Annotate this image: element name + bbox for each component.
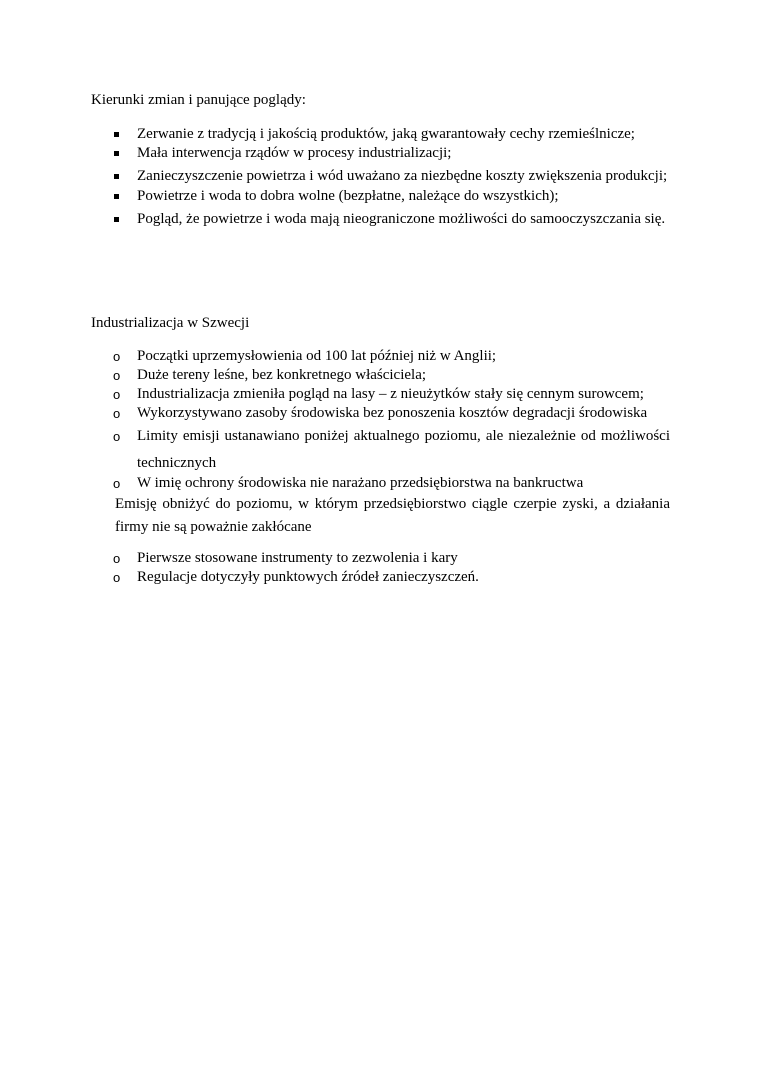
list-item-text: Regulacje dotyczyły punktowych źródeł zanieczyszczeń. — [137, 569, 479, 585]
list-item — [110, 206, 670, 233]
list-item-text: Powietrze i woda to dobra wolne (bezpłatne, należące do wszystkich); — [137, 188, 559, 204]
list-item — [110, 163, 670, 190]
list-item-text: W imię ochrony środowiska nie narażano przedsiębiorstwa na bankructwa — [137, 475, 584, 491]
circle-bullet-icon: o — [113, 368, 121, 383]
list-item — [110, 404, 670, 423]
list-item-text: Początki uprzemysłowienia od 100 lat później niż w Anglii; — [137, 348, 497, 364]
list-item-text: Mała interwencja rządów w procesy industrializacji; — [137, 145, 452, 161]
circle-list-instrumenty — [110, 549, 670, 587]
section-heading-kierunki: Kierunki zmian i panujące poglądy: — [91, 92, 306, 108]
square-bullet-icon — [114, 217, 119, 222]
circle-bullet-icon: o — [113, 429, 121, 444]
list-item-text: Duże tereny leśne, bez konkretnego właściciela; — [137, 367, 427, 383]
circle-bullet-icon: o — [113, 570, 121, 585]
list-item-text: Zanieczyszczenie powietrza i wód uważano za niezbędne koszty zwiększenia produkcji; — [137, 168, 668, 184]
circle-bullet-icon: o — [113, 551, 121, 566]
list-item-text: Wykorzystywano zasoby środowiska bez ponoszenia kosztów degradacji środowiska — [137, 405, 648, 421]
list-item — [110, 187, 670, 206]
section-heading-szwecja: Industrializacja w Szwecji — [91, 315, 250, 331]
square-bullet-icon — [114, 132, 119, 137]
bullet-list-kierunki — [110, 125, 670, 233]
list-item-text: Limity emisji ustanawiano poniżej aktualnego poziomu, ale niezależnie od możliwości technicznych — [137, 428, 670, 471]
circle-list-szwecja — [110, 347, 670, 493]
square-bullet-icon — [114, 194, 119, 199]
square-bullet-icon — [114, 174, 119, 179]
list-item-text: Industrializacja zmieniła pogląd na lasy – z nieużytków stały się cennym surowcem; — [137, 386, 644, 402]
circle-bullet-icon: o — [113, 387, 121, 402]
list-item — [110, 474, 670, 493]
list-item — [110, 549, 670, 568]
square-bullet-icon — [114, 151, 119, 156]
circle-bullet-icon: o — [113, 406, 121, 421]
circle-bullet-icon: o — [113, 349, 121, 364]
list-item — [110, 366, 670, 385]
list-item — [110, 423, 670, 477]
list-item — [110, 385, 670, 404]
list-item-text: Pogląd, że powietrze i woda mają nieograniczone możliwości do samooczyszczania się. — [137, 211, 666, 227]
list-item — [110, 125, 670, 144]
list-item — [110, 568, 670, 587]
list-item — [110, 144, 670, 163]
list-item-text: Zerwanie z tradycją i jakością produktów, jaką gwarantowały cechy rzemieślnicze; — [137, 126, 635, 142]
paragraph-emisja: Emisję obniżyć do poziomu, w którym przedsiębiorstwo ciągle czerpie zyski, a działania firmy nie są poważnie zakłócane — [115, 496, 670, 535]
list-item — [110, 347, 670, 366]
list-item-text: Pierwsze stosowane instrumenty to zezwolenia i kary — [137, 550, 458, 566]
circle-bullet-icon: o — [113, 476, 121, 491]
